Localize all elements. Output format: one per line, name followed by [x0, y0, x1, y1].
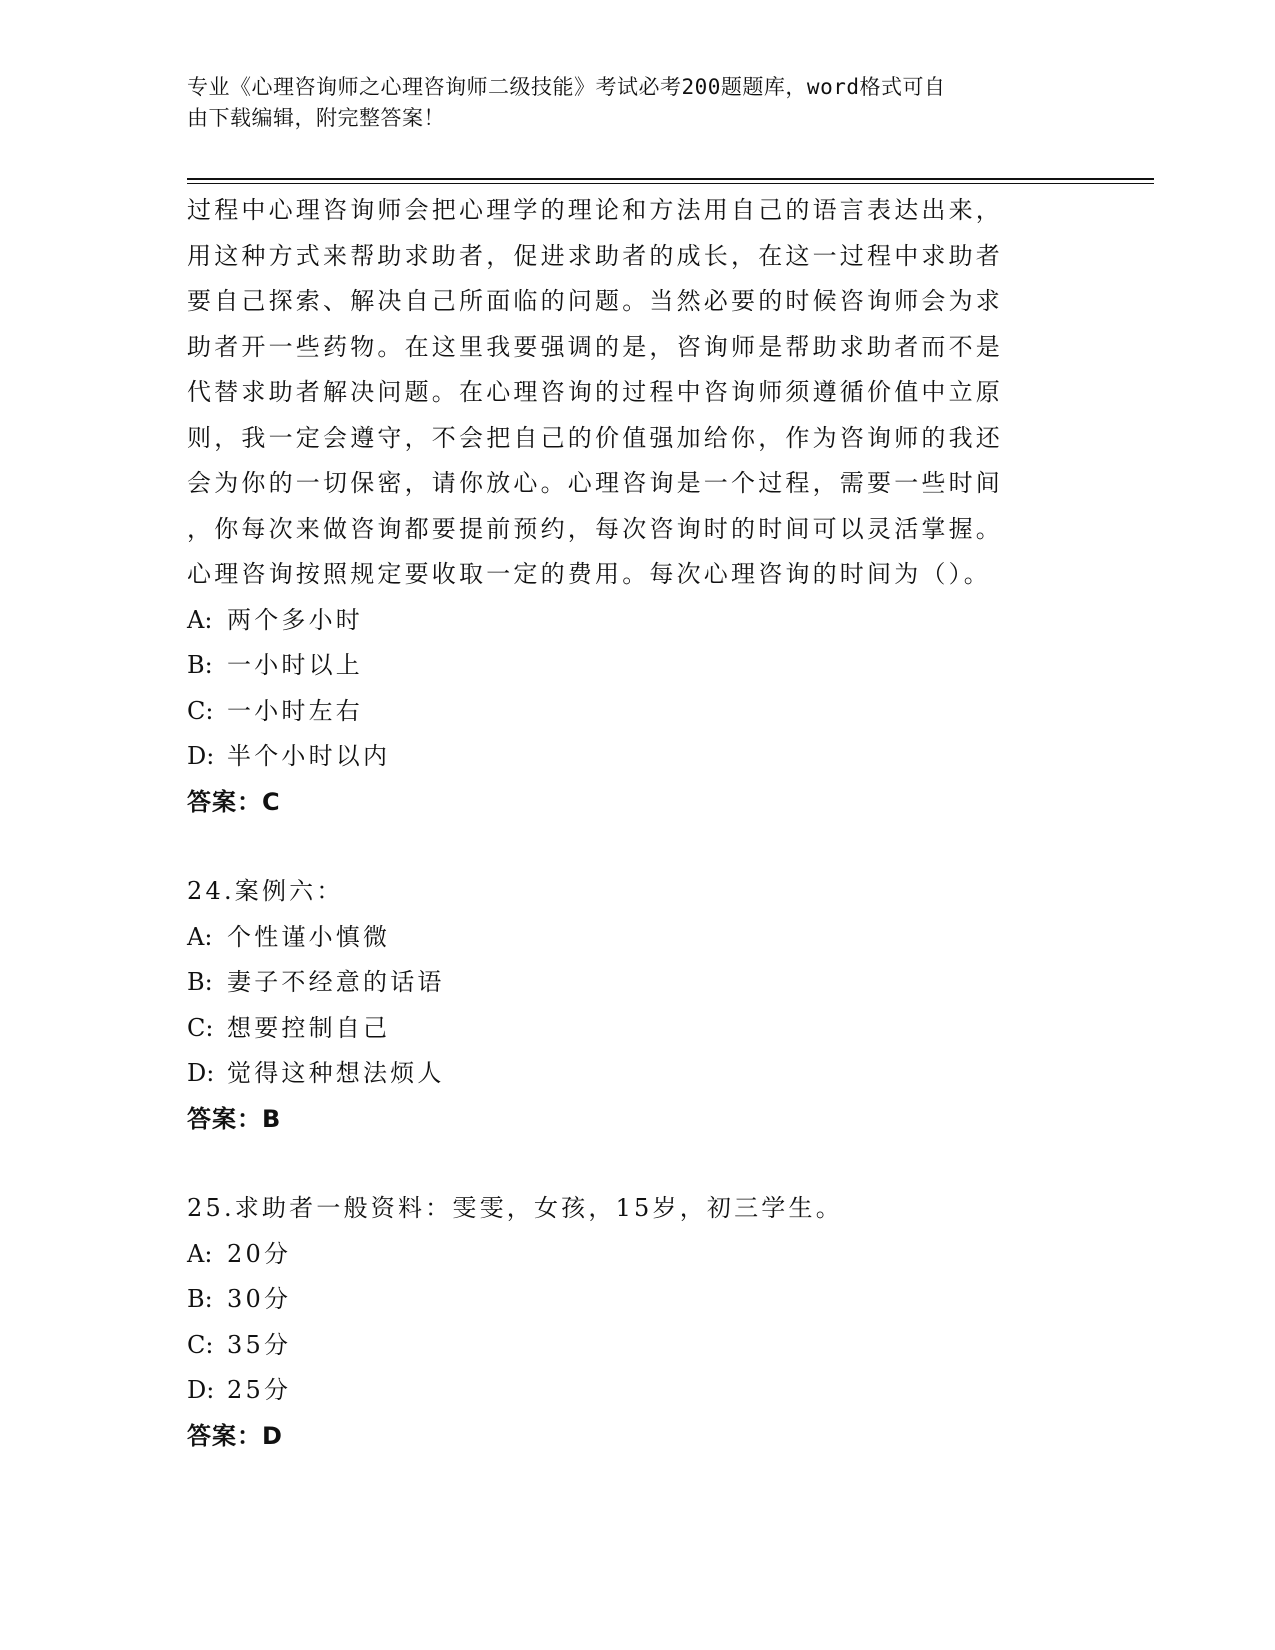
header-divider-thin — [187, 183, 1154, 184]
question-24-options — [187, 915, 1067, 1097]
question-25-options — [187, 1232, 1067, 1414]
option-b: B: 一小时以上 — [187, 651, 363, 679]
option-c: C: 35分 — [187, 1330, 292, 1359]
spacer — [187, 1142, 1067, 1186]
document-header — [187, 72, 1067, 134]
option-c: C: 想要控制自己 — [187, 1013, 391, 1042]
option-b: B: 30分 — [187, 1285, 292, 1313]
question-24-title: 24.案例六： — [187, 877, 344, 905]
question-23-stem — [187, 188, 1067, 598]
stem-line: 代替求助者解决问题。在心理咨询的过程中咨询师须遵循价值中立原 — [187, 378, 1003, 406]
question-23-options — [187, 598, 1067, 780]
stem-line: 助者开一些药物。在这里我要强调的是，咨询师是帮助求助者而不是 — [187, 332, 1003, 361]
option-d: D: 25分 — [187, 1376, 292, 1404]
header-divider-thick — [187, 178, 1154, 180]
option-a: A: 两个多小时 — [187, 605, 363, 634]
stem-line: 心理咨询按照规定要收取一定的费用。每次心理咨询的时间为（）。 — [187, 560, 991, 588]
option-a: A: 个性谨小慎微 — [187, 922, 391, 951]
option-a: A: 20分 — [187, 1239, 292, 1268]
header-line-2: 由下载编辑，附完整答案！ — [187, 106, 445, 130]
header-line-1: 专业《心理咨询师之心理咨询师二级技能》考试必考200题题库，word格式可自 — [187, 75, 946, 99]
question-25-answer: 答案：D — [187, 1421, 283, 1450]
stem-line: 会为你的一切保密，请你放心。心理咨询是一个过程，需要一些时间 — [187, 469, 1003, 497]
option-c: C: 一小时左右 — [187, 696, 363, 725]
question-25-title: 25.求助者一般资料：雯雯，女孩，15岁，初三学生。 — [187, 1194, 843, 1222]
stem-line: 用这种方式来帮助求助者，促进求助者的成长，在这一过程中求助者 — [187, 241, 1003, 270]
option-b: B: 妻子不经意的话语 — [187, 968, 445, 996]
document-body — [187, 188, 1067, 1459]
stem-line: 则，我一定会遵守，不会把自己的价值强加给你，作为咨询师的我还 — [187, 423, 1003, 452]
stem-line: ，你每次来做咨询都要提前预约，每次咨询时的时间可以灵活掌握。 — [187, 514, 1003, 543]
option-d: D: 半个小时以内 — [187, 742, 391, 770]
stem-line: 过程中心理咨询师会把心理学的理论和方法用自己的语言表达出来， — [187, 196, 1003, 224]
question-23-answer: 答案：C — [187, 787, 281, 816]
stem-line: 要自己探索、解决自己所面临的问题。当然必要的时候咨询师会为求 — [187, 287, 1003, 315]
option-d: D: 觉得这种想法烦人 — [187, 1059, 445, 1087]
question-24-answer: 答案：B — [187, 1104, 282, 1133]
spacer — [187, 825, 1067, 869]
